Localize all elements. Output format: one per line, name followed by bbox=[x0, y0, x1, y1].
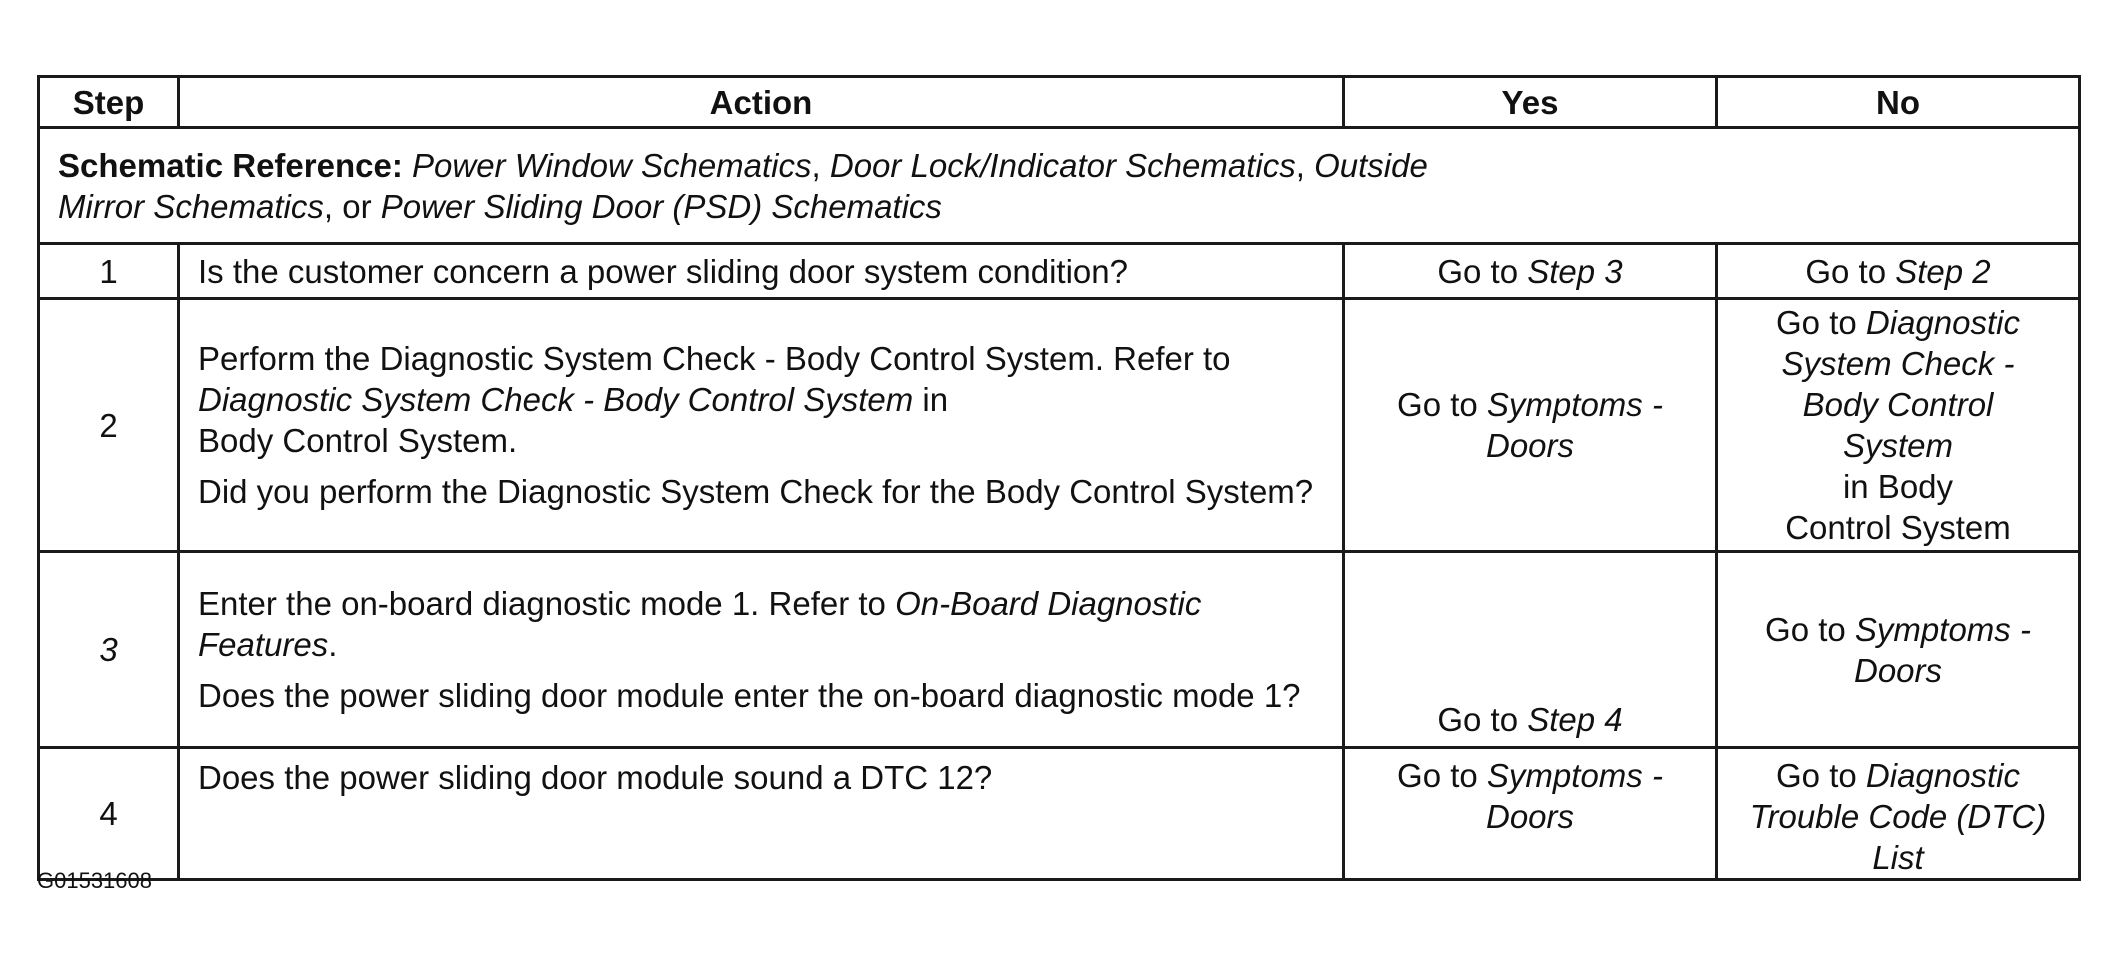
schematic-reference-row bbox=[39, 128, 2080, 244]
link-text: System bbox=[1842, 427, 1954, 464]
action-paragraph bbox=[198, 338, 1324, 461]
yes-result bbox=[1344, 552, 1717, 748]
symptoms-doors-link[interactable] bbox=[1854, 611, 2031, 689]
action-text-part: Body Control System. bbox=[198, 422, 518, 459]
header-row bbox=[39, 77, 2080, 128]
no-suffix: in Body bbox=[1842, 468, 1954, 505]
action-text: Does the power sliding door module sound a DTC 12? bbox=[179, 748, 1344, 880]
link-text: Trouble Code (DTC) bbox=[1749, 798, 2047, 835]
link-text: Doors bbox=[1485, 798, 1575, 835]
no-result bbox=[1717, 748, 2080, 880]
header-yes: Yes bbox=[1344, 77, 1717, 128]
schematic-separator: , bbox=[1295, 146, 1315, 184]
schematic-reference-label: Schematic Reference: bbox=[58, 146, 403, 184]
no-prefix: Go to bbox=[1765, 610, 1855, 648]
table-row-step-3 bbox=[39, 552, 2080, 748]
action-text-part: . bbox=[328, 626, 338, 663]
no-prefix: Go to bbox=[1776, 304, 1866, 341]
action-question: Did you perform the Diagnostic System Check for the Body Control System? bbox=[198, 473, 1314, 510]
no-result bbox=[1717, 299, 2080, 552]
link-text: Symptoms - bbox=[1486, 757, 1663, 794]
action-paragraph bbox=[198, 583, 1324, 665]
header-action: Action bbox=[179, 77, 1344, 128]
table-row-step-2 bbox=[39, 299, 2080, 552]
body-control-check-link[interactable]: Diagnostic System Check - Body Control System bbox=[198, 381, 914, 418]
diagnostic-table bbox=[37, 75, 2081, 881]
link-text: Diagnostic bbox=[1865, 757, 2020, 794]
no-result bbox=[1717, 244, 2080, 299]
action-text-part: Perform the Diagnostic System Check - Body Control System. Refer to bbox=[198, 340, 1231, 377]
yes-result bbox=[1344, 299, 1717, 552]
outside-mirror-text-a: Outside bbox=[1314, 146, 1428, 184]
table-row-step-4 bbox=[39, 748, 2080, 880]
step-number: 4 bbox=[39, 748, 179, 880]
action-text bbox=[179, 299, 1344, 552]
link-text: Body Control bbox=[1802, 386, 1994, 423]
step-number: 2 bbox=[39, 299, 179, 552]
action-text: Is the customer concern a power sliding door system condition? bbox=[179, 244, 1344, 299]
header-step: Step bbox=[39, 77, 179, 128]
table-row-step-1 bbox=[39, 244, 2080, 299]
action-text-part: in bbox=[913, 381, 949, 418]
no-suffix: Control System bbox=[1785, 509, 2011, 546]
on-board-diagnostic-features-link[interactable]: On-Board Diagnostic Features bbox=[198, 585, 1202, 663]
step-number: 3 bbox=[39, 552, 179, 748]
yes-prefix: Go to bbox=[1437, 701, 1528, 738]
step-4-link[interactable]: Step 4 bbox=[1527, 701, 1623, 738]
no-prefix: Go to bbox=[1805, 252, 1896, 290]
yes-prefix: Go to bbox=[1437, 252, 1528, 290]
yes-prefix: Go to bbox=[1397, 386, 1487, 423]
schematic-separator: , bbox=[811, 146, 830, 184]
action-text-part: Enter the on-board diagnostic mode 1. Refer to bbox=[198, 585, 896, 622]
schematic-separator: , or bbox=[323, 187, 381, 225]
link-text: Doors bbox=[1853, 651, 1943, 689]
yes-prefix: Go to bbox=[1397, 757, 1487, 794]
action-question: Does the power sliding door module enter the on-board diagnostic mode 1? bbox=[198, 677, 1301, 714]
door-lock-schematics-link[interactable]: Door Lock/Indicator Schematics bbox=[829, 146, 1296, 184]
link-text: Symptoms - bbox=[1854, 610, 2031, 648]
no-prefix: Go to bbox=[1776, 757, 1866, 794]
symptoms-doors-link[interactable] bbox=[1486, 757, 1663, 835]
link-text: System Check - bbox=[1781, 345, 2015, 382]
schematic-reference-cell bbox=[39, 128, 2080, 244]
no-result bbox=[1717, 552, 2080, 748]
symptoms-doors-link[interactable] bbox=[1486, 386, 1663, 464]
yes-result bbox=[1344, 244, 1717, 299]
figure-id: G01531608 bbox=[37, 868, 152, 893]
outside-mirror-text-b: Mirror Schematics bbox=[58, 187, 324, 225]
yes-result bbox=[1344, 748, 1717, 880]
link-text: Diagnostic bbox=[1865, 304, 2020, 341]
link-text: Doors bbox=[1485, 427, 1575, 464]
power-sliding-door-schematics-link[interactable]: Power Sliding Door (PSD) Schematics bbox=[380, 187, 942, 225]
link-text: List bbox=[1872, 839, 1924, 876]
power-window-schematics-link[interactable]: Power Window Schematics bbox=[412, 146, 812, 184]
step-number: 1 bbox=[39, 244, 179, 299]
step-2-link[interactable]: Step 2 bbox=[1895, 252, 1991, 290]
header-no: No bbox=[1717, 77, 2080, 128]
action-text bbox=[179, 552, 1344, 748]
link-text: Symptoms - bbox=[1486, 386, 1663, 423]
step-3-link[interactable]: Step 3 bbox=[1527, 252, 1623, 290]
